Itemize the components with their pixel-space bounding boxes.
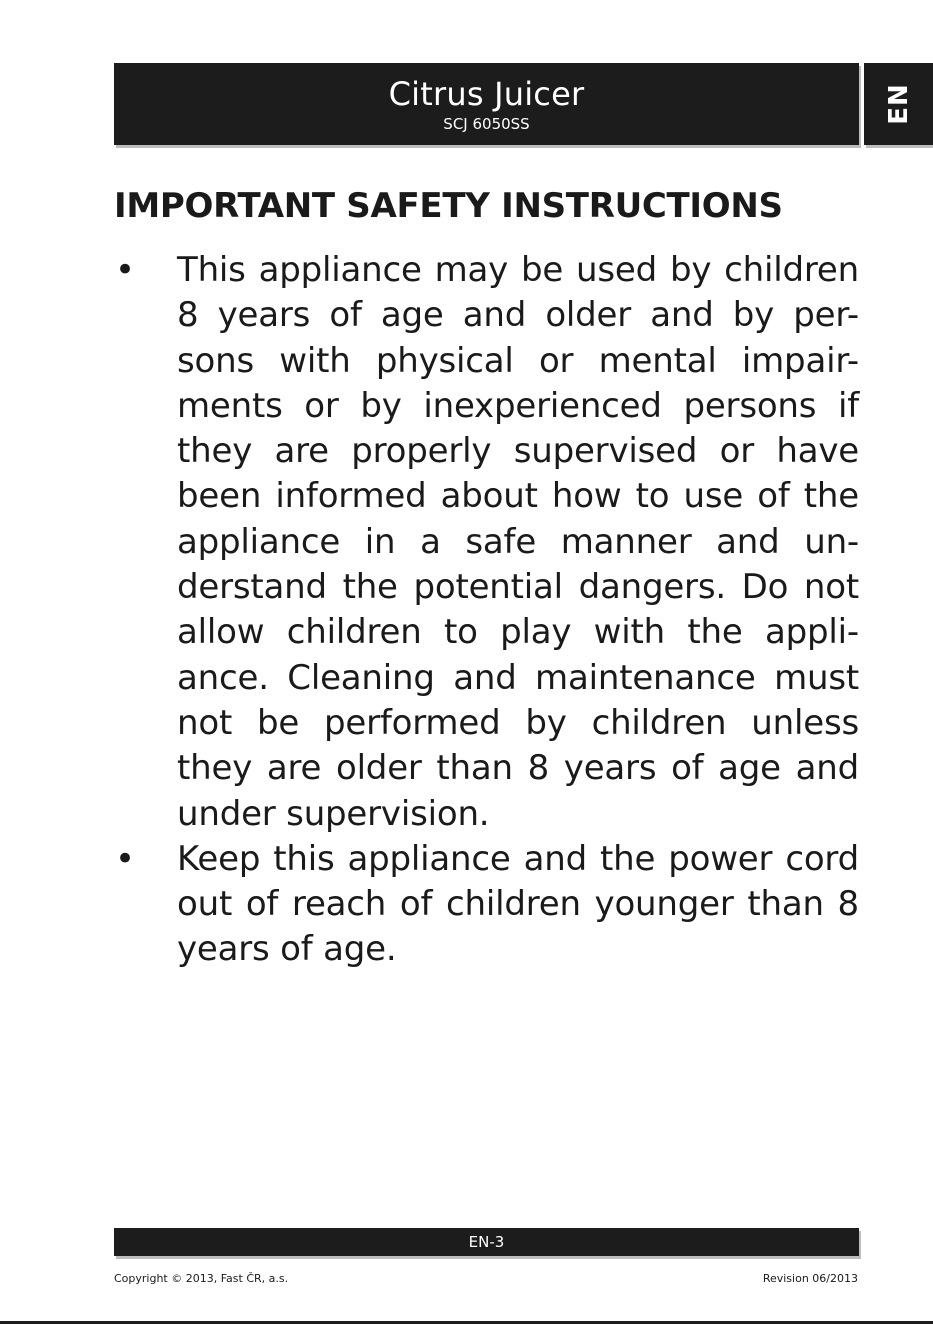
safety-instructions-list [114, 248, 859, 973]
copyright-notice: Copyright © 2013, Fast ČR, a.s. [114, 1272, 289, 1285]
bullet-icon: • [115, 250, 135, 290]
instruction-item [114, 248, 859, 837]
language-tab-label: EN [883, 83, 914, 125]
instruction-item [114, 837, 859, 973]
instruction-text: This appliance may be used by children 8 years of age and older and by per-sons with physical or mental impair-ments or by inexperienced persons if they are properly supervised or have been informed about how to use of the appliance in a safe manner and un-derstand the potential dangers. Do not allow children to play with the appli-ance. Cleaning and maintenance must not be performed by children unless they are older than 8 years of age and under supervision. [177, 250, 859, 834]
page-number-bar [114, 1228, 859, 1256]
revision-label: Revision 06/2013 [762, 1272, 858, 1285]
language-tab [864, 63, 933, 145]
document-title: Citrus Juicer [388, 75, 585, 113]
instruction-text: Keep this appliance and the power cord out of reach of children younger than 8 years of age. [177, 838, 859, 970]
page-number: EN-3 [468, 1233, 505, 1251]
bullet-icon: • [115, 838, 135, 879]
document-header [114, 63, 859, 145]
model-number: SCJ 6050SS [443, 115, 530, 133]
section-heading: IMPORTANT SAFETY INSTRUCTIONS [114, 186, 783, 226]
